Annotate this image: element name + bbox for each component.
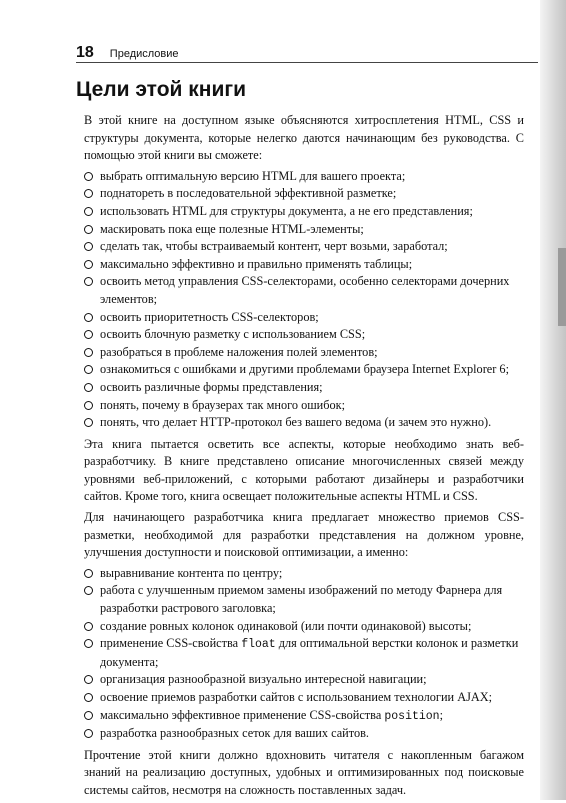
circle-bullet-icon [84,207,93,216]
circle-bullet-icon [84,693,93,702]
page-edge-tab [558,248,566,326]
techniques-intro-paragraph: Для начинающего разработчика книга предлагает множество приемов CSS-разметки, необходимой для разработки представления на должном уровне, улучшения доступности и поисковой оптимизации, а именно: [84,510,524,560]
circle-bullet-icon [84,225,93,234]
circle-bullet-icon [84,729,93,738]
list-item: освоить различные формы представления; [84,379,524,397]
list-item: ознакомиться с ошибками и другими проблемами браузера Internet Explorer 6; [84,361,524,379]
list-item: понять, что делает HTTP-протокол без вашего ведома (и зачем это нужно). [84,414,524,432]
list-item: выравнивание контента по центру; [84,565,524,583]
circle-bullet-icon [84,242,93,251]
circle-bullet-icon [84,172,93,181]
page-edge-shadow [540,0,566,800]
circle-bullet-icon [84,639,93,648]
running-header [76,46,538,63]
list-item: применение CSS-свойства float для оптимальной верстки колонок и разметки документа; [84,635,524,671]
code-position: position [384,709,440,723]
list-item: организация разнообразной визуально интересной навигации; [84,671,524,689]
circle-bullet-icon [84,675,93,684]
list-item: поднатореть в последовательной эффективной разметке; [84,185,524,203]
list-item: освоить метод управления CSS-селекторами, особенно селекторами дочерних элементов; [84,273,524,308]
list-item: создание ровных колонок одинаковой (или почти одинаковой) высоты; [84,618,524,636]
circle-bullet-icon [84,365,93,374]
list-item: разработка разнообразных сеток для ваших сайтов. [84,725,524,743]
list-item: освоение приемов разработки сайтов с использованием технологии AJAX; [84,689,524,707]
list-item: освоить приоритетность CSS-селекторов; [84,309,524,327]
circle-bullet-icon [84,313,93,322]
list-item: маскировать пока еще полезные HTML-элементы; [84,221,524,239]
code-float: float [241,638,276,652]
section-heading: Цели этой книги [76,78,247,101]
running-title: Предисловие [109,48,179,60]
list-item: освоить блочную разметку с использованием CSS; [84,326,524,344]
techniques-list [84,565,524,743]
circle-bullet-icon [84,401,93,410]
circle-bullet-icon [84,586,93,595]
circle-bullet-icon [84,260,93,269]
page-number: 18 [76,44,94,61]
circle-bullet-icon [84,418,93,427]
list-item: сделать так, чтобы встраиваемый контент, черт возьми, заработал; [84,238,524,256]
circle-bullet-icon [84,189,93,198]
closing-paragraph: Прочтение этой книги должно вдохновить читателя с накопленным багажом знаний на реализацию доступных, удобных и оптимизированных под поисковые системы сайтов, несмотря на сложность поставленных задач. [84,747,524,797]
list-item: разобраться в проблеме наложения полей элементов; [84,344,524,362]
intro-paragraph: В этой книге на доступном языке объясняются хитросплетения HTML, CSS и структуры документа, которые нелегко даются начинающим без руководства. С помощью этой книги вы сможете: [84,113,524,163]
list-item: понять, почему в браузерах так много ошибок; [84,397,524,415]
circle-bullet-icon [84,348,93,357]
body-text [84,112,524,803]
list-item: максимально эффективно и правильно применять таблицы; [84,256,524,274]
aspects-paragraph: Эта книга пытается осветить все аспекты, которые необходимо знать веб-разработчику. В книге представлено описание многочисленных связей между уровнями веб-приложений, с которыми работают дизайнеры и разработчики сайтов. Кроме того, книга освещает положительные аспекты HTML и CSS. [84,436,524,504]
circle-bullet-icon [84,330,93,339]
list-item: использовать HTML для структуры документа, а не его представления; [84,203,524,221]
list-item: выбрать оптимальную версию HTML для вашего проекта; [84,168,524,186]
circle-bullet-icon [84,622,93,631]
circle-bullet-icon [84,569,93,578]
circle-bullet-icon [84,711,93,720]
list-item: максимально эффективное применение CSS-свойства position; [84,707,524,726]
goals-list [84,168,524,432]
circle-bullet-icon [84,277,93,286]
list-item: работа с улучшенным приемом замены изображений по методу Фарнера для разработки растрового заголовка; [84,582,524,617]
circle-bullet-icon [84,383,93,392]
